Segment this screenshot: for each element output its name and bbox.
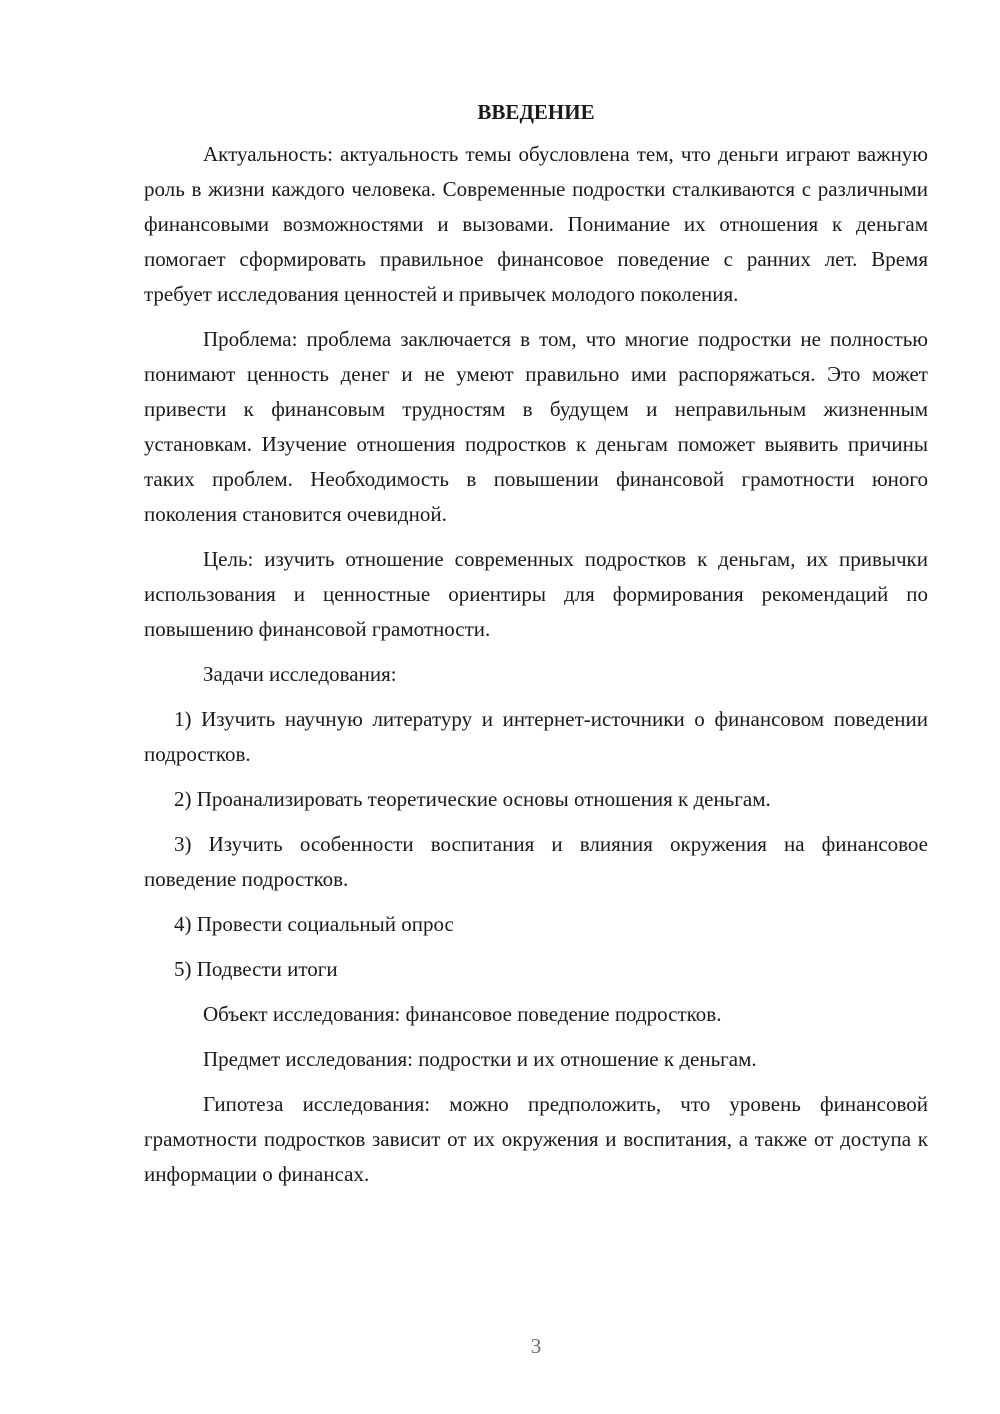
list-item: 5) Подвести итоги <box>174 957 338 981</box>
list-item: 4) Провести социальный опрос <box>174 912 454 936</box>
paragraph-subject: Предмет исследования: подростки и их отношение к деньгам. <box>203 1047 757 1071</box>
paragraph-goal: Цель: изучить отношение современных подростков к деньгам, их привычки использования и ценностные ориентиры для формирования рекомендаций по повышению финансовой грамотности. <box>144 547 928 641</box>
document-page <box>144 95 928 1202</box>
paragraph-problem: Проблема: проблема заключается в том, что многие подростки не полностью понимают ценность денег и не умеют правильно ими распоряжаться. Это может привести к финансовым трудностям в будущем и неправильным жизненным установкам. Изучение отношения подростков к деньгам поможет выявить причины таких проблем. Необходимость в повышении финансовой грамотности юного поколения становится очевидной. <box>144 327 928 526</box>
list-item: 1) Изучить научную литературу и интернет-источники о финансовом поведении подростков. <box>144 707 928 766</box>
list-item: 3) Изучить особенности воспитания и влияния окружения на финансовое поведение подростков. <box>144 832 928 891</box>
page-number: 3 <box>530 1334 542 1358</box>
list-item: 2) Проанализировать теоретические основы отношения к деньгам. <box>174 787 771 811</box>
page-title: ВВЕДЕНИЕ <box>477 100 595 124</box>
paragraph-object: Объект исследования: финансовое поведение подростков. <box>203 1002 722 1026</box>
tasks-heading: Задачи исследования: <box>203 662 397 686</box>
paragraph-relevance: Актуальность: актуальность темы обусловлена тем, что деньги играют важную роль в жизни каждого человека. Современные подростки сталкиваются с различными финансовыми возможностями и вызовами. Понимание их отношения к деньгам помогает сформировать правильное финансовое поведение с ранних лет. Время требует исследования ценностей и привычек молодого поколения. <box>144 142 928 306</box>
paragraph-hypothesis: Гипотеза исследования: можно предположить, что уровень финансовой грамотности подростков зависит от их окружения и воспитания, а также от доступа к информации о финансах. <box>144 1092 928 1186</box>
